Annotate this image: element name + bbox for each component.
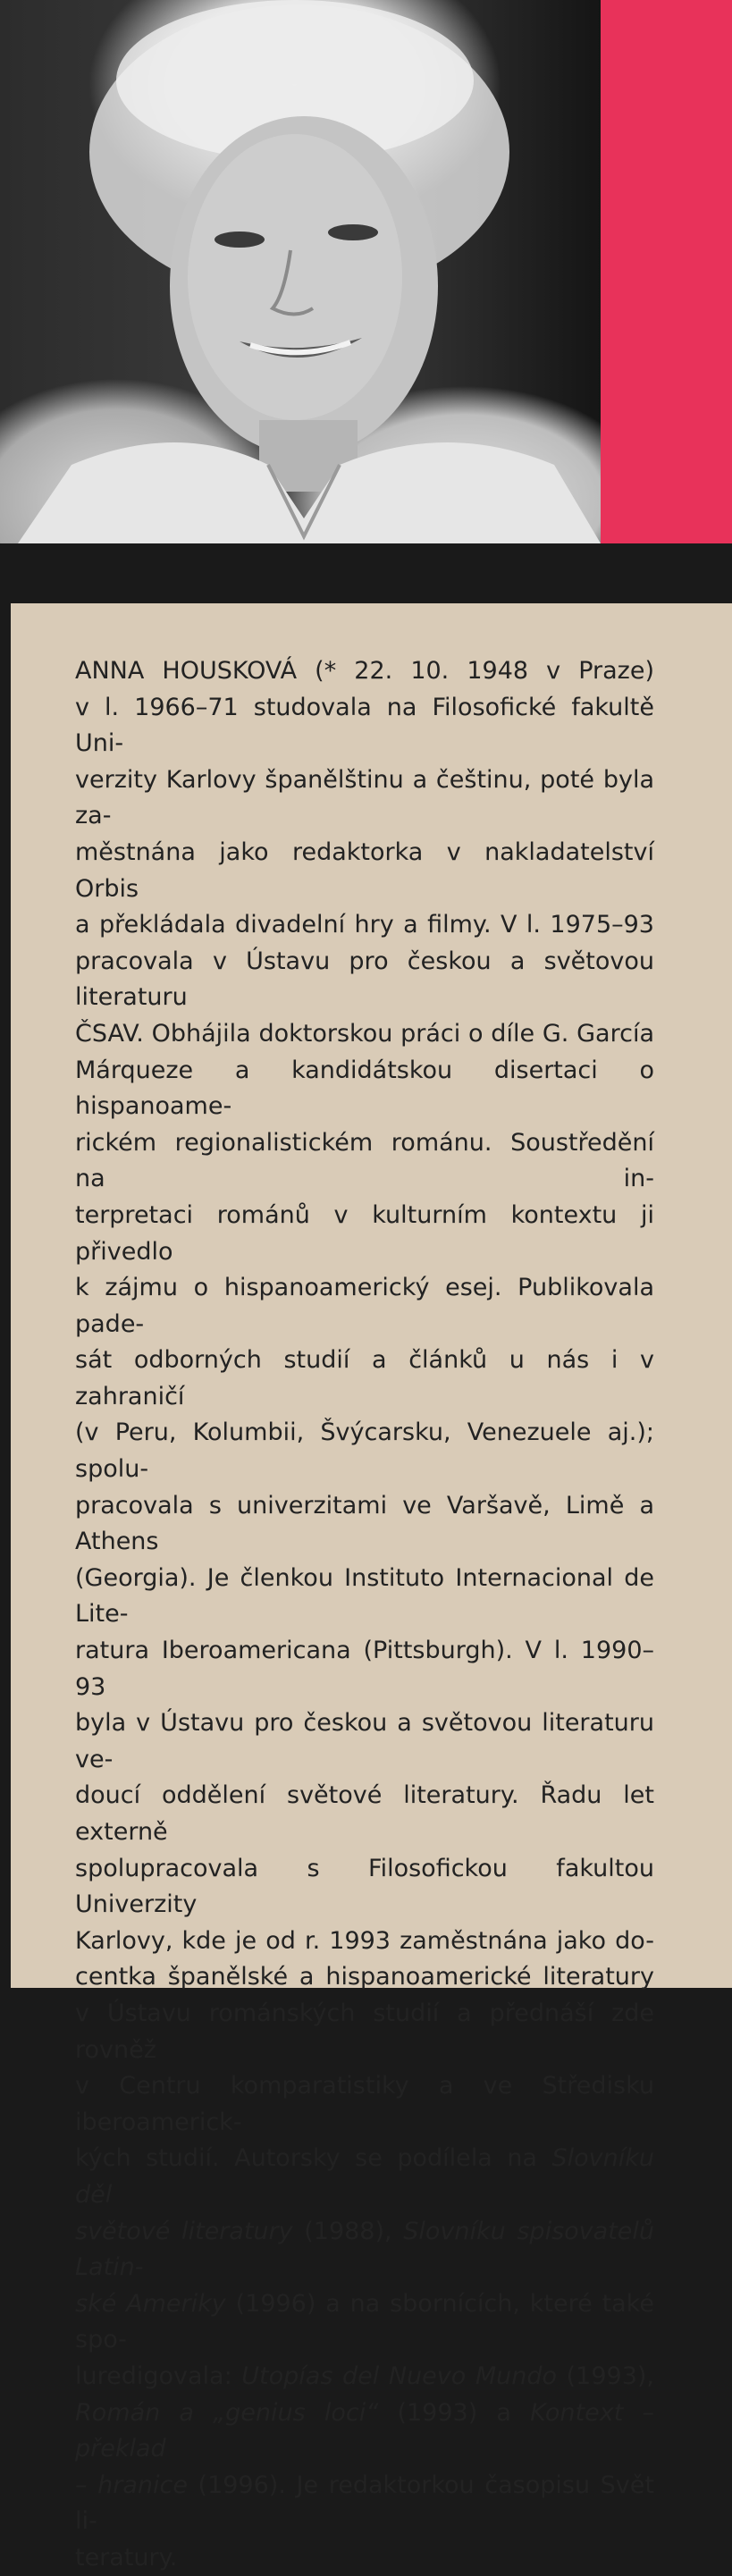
bio-text-run: ČSAV. Obhájila doktorskou práci o díle G. García bbox=[75, 1019, 654, 1048]
bio-text-run: teratury. bbox=[75, 2543, 178, 2572]
bio-line bbox=[75, 1633, 654, 1705]
bio-line bbox=[75, 1924, 654, 1960]
bio-text-run: (1988), bbox=[292, 2217, 404, 2245]
bio-line bbox=[75, 907, 654, 944]
bio-line bbox=[75, 1198, 654, 1270]
bio-line bbox=[75, 1705, 654, 1778]
bio-line bbox=[75, 2468, 654, 2540]
bio-line bbox=[75, 653, 654, 690]
bio-text-run: (v Peru, Kolumbii, Švýcarsku, Venezuele aj.); spolu- bbox=[75, 1418, 654, 1484]
bio-line bbox=[75, 2068, 654, 2141]
bio-text-run: spolupracovala s Filosofickou fakultou Univerzity bbox=[75, 1854, 654, 1919]
bio-text-run: ratura Iberoamericana (Pittsburgh). V l. 1990–93 bbox=[75, 1637, 654, 1701]
bio-text-run: rickém regionalistickém románu. Soustředění na in- bbox=[75, 1128, 654, 1193]
bio-text-run: kých studií. Autorsky se podílela na bbox=[75, 2144, 552, 2173]
bio-italic-title: Utopías del Nuevo Mundo bbox=[241, 2361, 558, 2390]
portrait-photo bbox=[0, 0, 601, 543]
bio-line bbox=[75, 1851, 654, 1924]
bio-text-run: Márqueze a kandidátskou disertaci o hispanoame- bbox=[75, 1056, 654, 1121]
bio-italic-title: Slovníku spisovatelů Latin- bbox=[75, 2217, 654, 2282]
portrait-silhouette bbox=[0, 0, 601, 543]
bio-line bbox=[75, 1343, 654, 1415]
accent-color-band bbox=[601, 0, 732, 543]
bio-line bbox=[75, 1996, 654, 2068]
bio-line bbox=[75, 1053, 654, 1125]
bio-text-run: ANNA HOUSKOVÁ (* 22. 10. 1948 v Praze) bbox=[75, 657, 654, 685]
bio-line bbox=[75, 1959, 654, 1996]
bio-text-run: terpretaci románů v kulturním kontextu ji přivedlo bbox=[75, 1200, 654, 1266]
bio-italic-title: ské Ameriky bbox=[75, 2289, 226, 2318]
bio-italic-title: Kontext – překlad bbox=[75, 2398, 654, 2463]
bio-text-run: (1993), bbox=[557, 2361, 655, 2390]
bio-line bbox=[75, 2395, 654, 2468]
bio-text-run: k zájmu o hispanoamerický esej. Publikovala pade- bbox=[75, 1274, 654, 1338]
bio-line bbox=[75, 690, 654, 762]
bio-line bbox=[75, 1415, 654, 1487]
bio-text-run: verzity Karlovy španělštinu a češtinu, poté byla za- bbox=[75, 765, 654, 830]
bio-line bbox=[75, 1016, 654, 1053]
bio-line bbox=[75, 2141, 654, 2213]
bio-line bbox=[75, 762, 654, 835]
bio-line bbox=[75, 1488, 654, 1561]
biography-text bbox=[75, 653, 654, 2576]
bio-text-run: v Centru komparatistiky a ve Středisku iberoamerick- bbox=[75, 2072, 654, 2136]
bio-text-run: luredigovala: bbox=[75, 2361, 242, 2390]
bio-text-run: v l. 1966–71 studovala na Filosofické fakultě Uni- bbox=[75, 693, 654, 758]
bio-line bbox=[75, 1270, 654, 1343]
bio-text-run: (Georgia). Je členkou Instituto Internacional de Lite- bbox=[75, 1563, 654, 1629]
bio-text-run: (1993) a bbox=[378, 2398, 531, 2427]
bio-text-run: (1996) a na sbornících, které také spo- bbox=[75, 2289, 655, 2354]
biography-panel bbox=[11, 603, 732, 2572]
bio-italic-title: světové literatury bbox=[75, 2217, 293, 2245]
bio-text-run: (1996). Je redaktorkou časopisu Svět li- bbox=[75, 2471, 654, 2536]
bio-text-run: byla v Ústavu pro českou a světovou literaturu ve- bbox=[75, 1709, 654, 1773]
bio-text-run: městnána jako redaktorka v nakladatelství Orbis bbox=[75, 838, 654, 903]
bio-line bbox=[75, 2359, 654, 2395]
bio-line bbox=[75, 1561, 654, 1633]
bio-line bbox=[75, 1125, 654, 1198]
bio-text-run: sát odborných studií a článků u nás i v zahraničí bbox=[75, 1346, 654, 1410]
bio-text-run: v Ústavu románských studií a přednáší zde rovněž bbox=[75, 1999, 654, 2064]
bio-text-run: centka španělské a hispanoamerické literatury bbox=[75, 1963, 654, 1991]
bio-line bbox=[75, 2286, 654, 2359]
bio-text-run: Karlovy, kde je od r. 1993 zaměstnána jako do- bbox=[75, 1926, 654, 1955]
bio-text-run: pracovala v Ústavu pro českou a světovou literaturu bbox=[75, 947, 654, 1012]
bio-italic-title: Slovníku děl bbox=[75, 2144, 654, 2209]
bio-line bbox=[75, 2214, 654, 2286]
bio-line bbox=[75, 835, 654, 907]
bio-italic-title: – hranice bbox=[75, 2471, 188, 2499]
bio-text-run: a překládala divadelní hry a filmy. V l. 1975–93 bbox=[75, 911, 654, 939]
bio-line bbox=[75, 2540, 654, 2576]
bio-text-run: pracovala s univerzitami ve Varšavě, Limě a Athens bbox=[75, 1491, 654, 1556]
bio-italic-title: Román a „genius loci“ bbox=[75, 2398, 379, 2427]
bio-line bbox=[75, 1778, 654, 1850]
bio-line bbox=[75, 944, 654, 1016]
bio-text-run: doucí oddělení světové literatury. Řadu let externě bbox=[75, 1781, 654, 1846]
